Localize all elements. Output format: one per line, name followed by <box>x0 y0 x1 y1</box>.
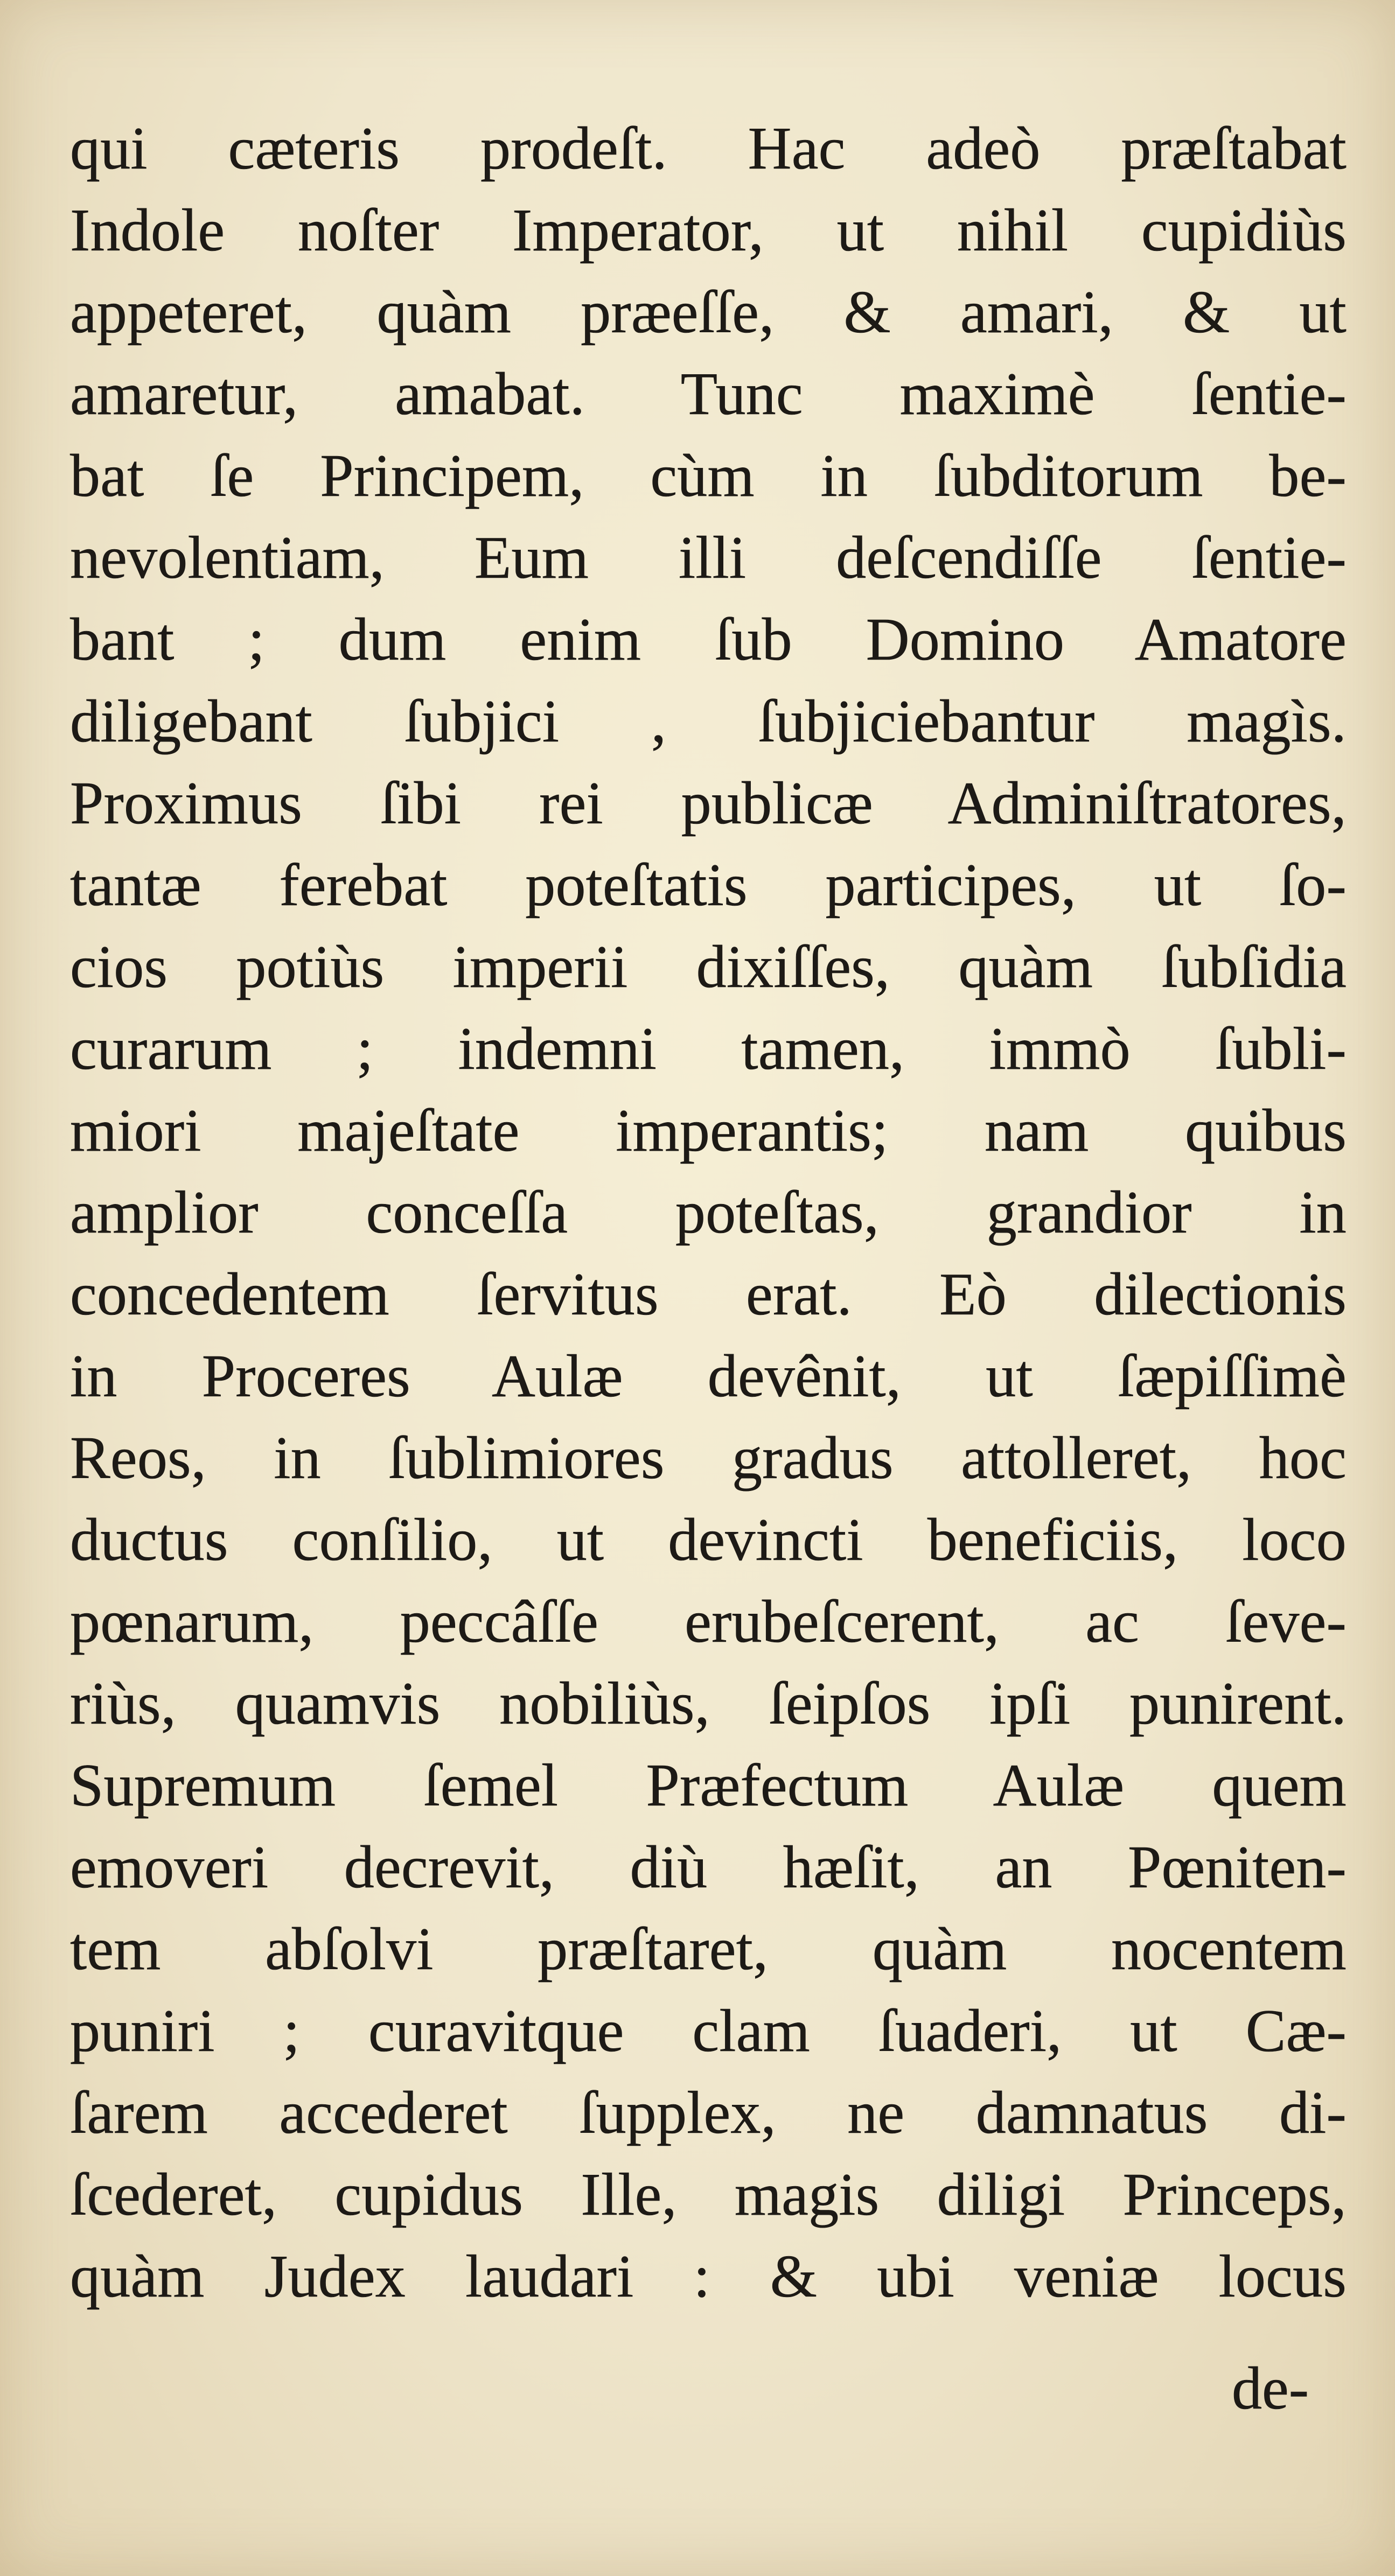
text-line-22: emoveri decrevit, diù hæſit, an Pœniten- <box>70 1834 1347 1901</box>
text-line-18: ductus conſilio, ut devincti beneficiis, loco <box>70 1507 1347 1573</box>
text-line-27: quàm Judex laudari : & ubi veniæ locus <box>70 2243 1347 2310</box>
text-line-23: tem abſolvi præſtaret, quàm nocentem <box>70 1916 1347 1983</box>
text-line-4: amaretur, amabat. Tunc maximè ſentie- <box>70 361 1347 428</box>
text-line-21: Supremum ſemel Præfectum Aulæ quem <box>70 1752 1347 1819</box>
text-line-14: amplior conceſſa poteſtas, grandior in <box>70 1179 1347 1246</box>
text-line-10: tantæ ferebat poteſtatis participes, ut ſo- <box>70 852 1347 919</box>
text-line-6: nevolentiam, Eum illi deſcendiſſe ſentie- <box>70 524 1347 591</box>
body-text <box>70 108 1347 2318</box>
text-line-11: cios potiùs imperii dixiſſes, quàm ſubſidia <box>70 934 1347 1000</box>
text-line-24: puniri ; curavitque clam ſuaderi, ut Cæ- <box>70 1998 1347 2064</box>
text-line-1: qui cæteris prodeſt. Hac adeò præſtabat <box>70 115 1347 182</box>
text-line-26: ſcederet, cupidus Ille, magis diligi Princeps, <box>70 2161 1347 2228</box>
text-line-20: riùs, quamvis nobiliùs, ſeipſos ipſi punirent. <box>70 1670 1347 1737</box>
text-line-16: in Proceres Aulæ devênit, ut ſæpiſſimè <box>70 1343 1347 1410</box>
text-line-9: Proximus ſibi rei publicæ Adminiſtratores, <box>70 770 1347 837</box>
text-line-5: bat ſe Principem, cùm in ſubditorum be- <box>70 443 1347 509</box>
text-line-15: concedentem ſervitus erat. Eò dilectionis <box>70 1261 1347 1328</box>
text-line-25: ſarem accederet ſupplex, ne damnatus di- <box>70 2080 1347 2146</box>
text-line-17: Reos, in ſublimiores gradus attolleret, hoc <box>70 1425 1347 1492</box>
text-line-2: Indole noſter Imperator, ut nihil cupidiùs <box>70 197 1347 264</box>
text-line-7: bant ; dum enim ſub Domino Amatore <box>70 606 1347 673</box>
text-line-12: curarum ; indemni tamen, immò ſubli- <box>70 1016 1347 1082</box>
text-line-19: pœnarum, peccâſſe erubeſcerent, ac ſeve- <box>70 1588 1347 1655</box>
text-line-3: appeteret, quàm præeſſe, & amari, & ut <box>70 279 1347 346</box>
text-line-13: miori majeſtate imperantis; nam quibus <box>70 1097 1347 1164</box>
catchword: de- <box>1231 2355 1309 2422</box>
text-line-8: diligebant ſubjici , ſubjiciebantur magìs. <box>70 688 1347 755</box>
